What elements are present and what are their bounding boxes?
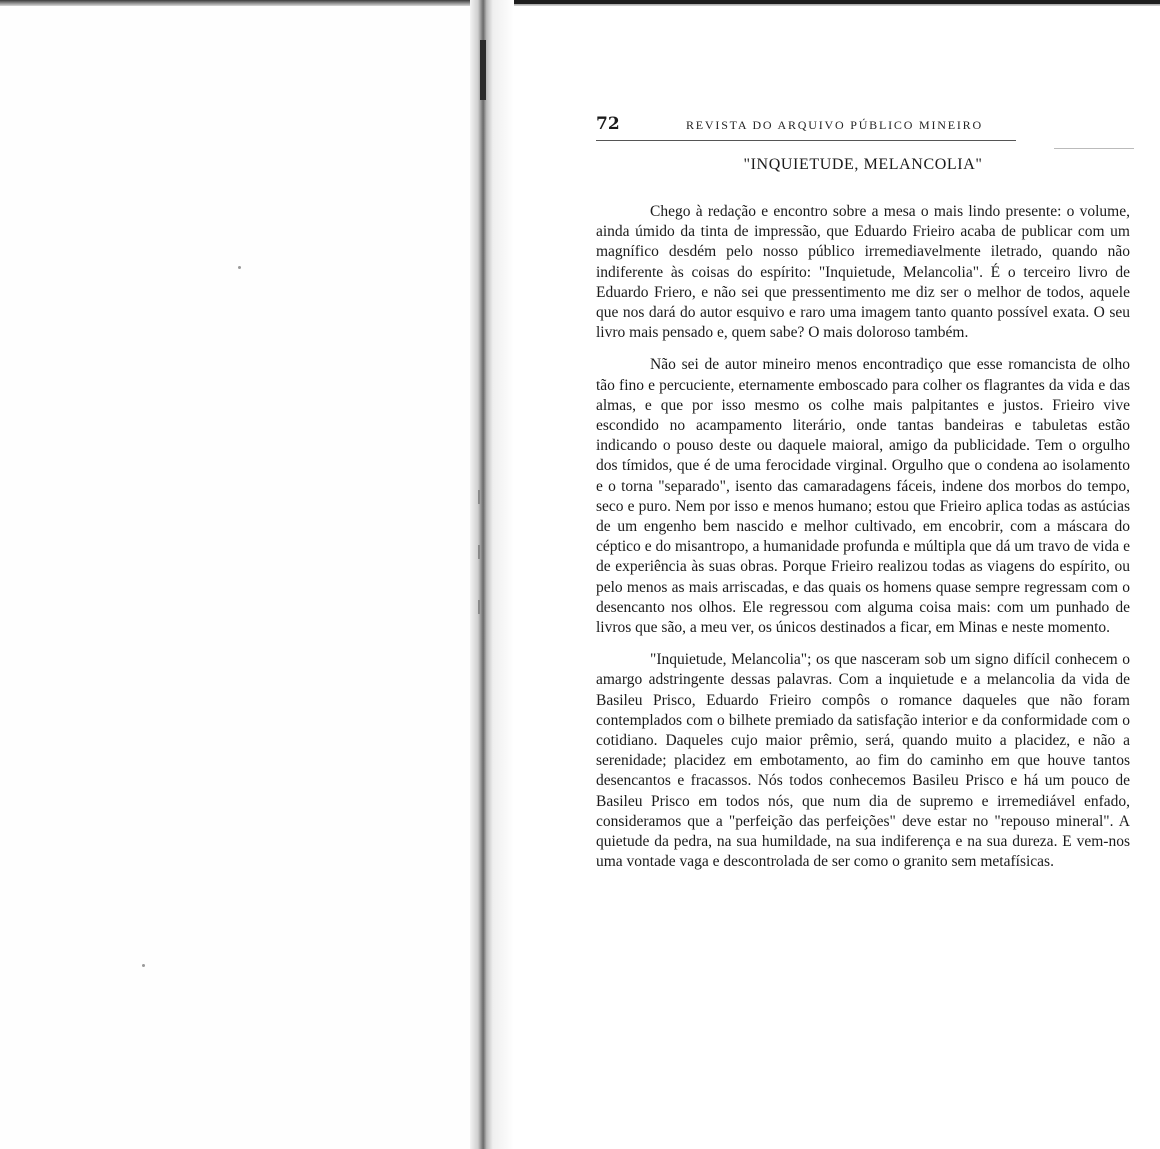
gutter-tick: [478, 490, 480, 504]
gutter-tick: [478, 545, 480, 559]
header-rule: [596, 140, 1016, 141]
page-number: 72: [596, 114, 620, 134]
gutter-tick: [478, 600, 480, 614]
page-header: [596, 114, 1032, 138]
paragraph-2: Não sei de autor mineiro menos encontradiço que esse romancista de olho tão fino e percuciente, eternamente emboscado para colher os flagrantes da vida e das almas, e que por isso mesmo os colhe mais palpitantes e justos. Frieiro vive escondido no acampamento literário, onde tantas bandeiras e tabuletas estão indicando o pouso deste ou daquele maioral, amigo da publicidade. Tem o orgulho dos tímidos, que é de uma ferocidade virginal. Orgulho que o condena ao isolamento e o torna "separado", isento das camaradagens fáceis, indene dos morbos do tempo, seco e puro. Nem por isso e menos humano; estou que Frieiro aplica todas as astúcias de um engenho bem nascido e melhor cultivado, em encobrir, com a máscara do céptico e do misantropo, a humanidade profunda e múltipla que dá um travo de vida e de experiência às suas obras. Porque Frieiro realizou todas as viagens do espírito, ou pelo menos as mais arriscadas, e das quais os homens quase sempre regressam com o desencanto nos olhos. Ele regressou com alguma coisa mais: com um punhado de livros que são, a meu ver, os únicos destinados a ficar, em Minas e neste momento.: [596, 356, 1130, 637]
right-text-page: [514, 6, 1160, 1149]
book-gutter: [470, 0, 514, 1149]
article-body: [596, 202, 1130, 885]
scan-top-edge-dark: [500, 0, 1160, 4]
header-rule-extension: [1054, 148, 1134, 149]
paper-speck: [238, 266, 241, 269]
gutter-binding-mark: [480, 40, 486, 100]
paper-speck: [142, 964, 145, 967]
running-head: REVISTA DO ARQUIVO PÚBLICO MINEIRO: [686, 118, 983, 132]
paragraph-1: Chego à redação e encontro sobre a mesa o mais lindo presente: o volume, ainda úmido da tinta de impressão, que Eduardo Frieiro acaba de publicar com um magnífico desdém pelo nosso público irremediavelmente iletrado, quando não indiferente às coisas do espírito: "Inquietude, Melancolia". É o terceiro livro de Eduardo Friero, e não sei que pressentimento me diz ser o melhor de todos, aquele que nos dará do autor esquivo e raro uma imagem tanto quanto possível exata. O seu livro mais pensado e, quem sabe? O mais doloroso também.: [596, 203, 1130, 342]
article-title: "INQUIETUDE, MELANCOLIA": [743, 156, 983, 173]
paragraph-3: "Inquietude, Melancolia"; os que nasceram sob um signo difícil conhecem o amargo adstringente dessas palavras. Com a inquietude e a melancolia da vida de Basileu Prisco, Eduardo Frieiro compôs o romance daqueles que não foram contemplados com o bilhete premiado da satisfação interior e da conformidade com o cotidiano. Daqueles cujo maior prêmio, será, quando muito a placidez, e não a serenidade; placidez em embotamento, ao fim do caminho em que houve tantos desencantos e fracassos. Nós todos conhecemos Basileu Prisco e há um pouco de Basileu Prisco em todos nós, que num dia de supremo e irremediável enfado, consideramos que a "perfeição das perfeições" deve estar no "repouso mineral". A quietude da pedra, na sua humildade, na sua indiferença e na sua dureza. E vem-nos uma vontade vaga e descontrolada de ser como o granito sem metafísicas.: [596, 651, 1130, 871]
left-blank-page: [0, 6, 470, 1149]
